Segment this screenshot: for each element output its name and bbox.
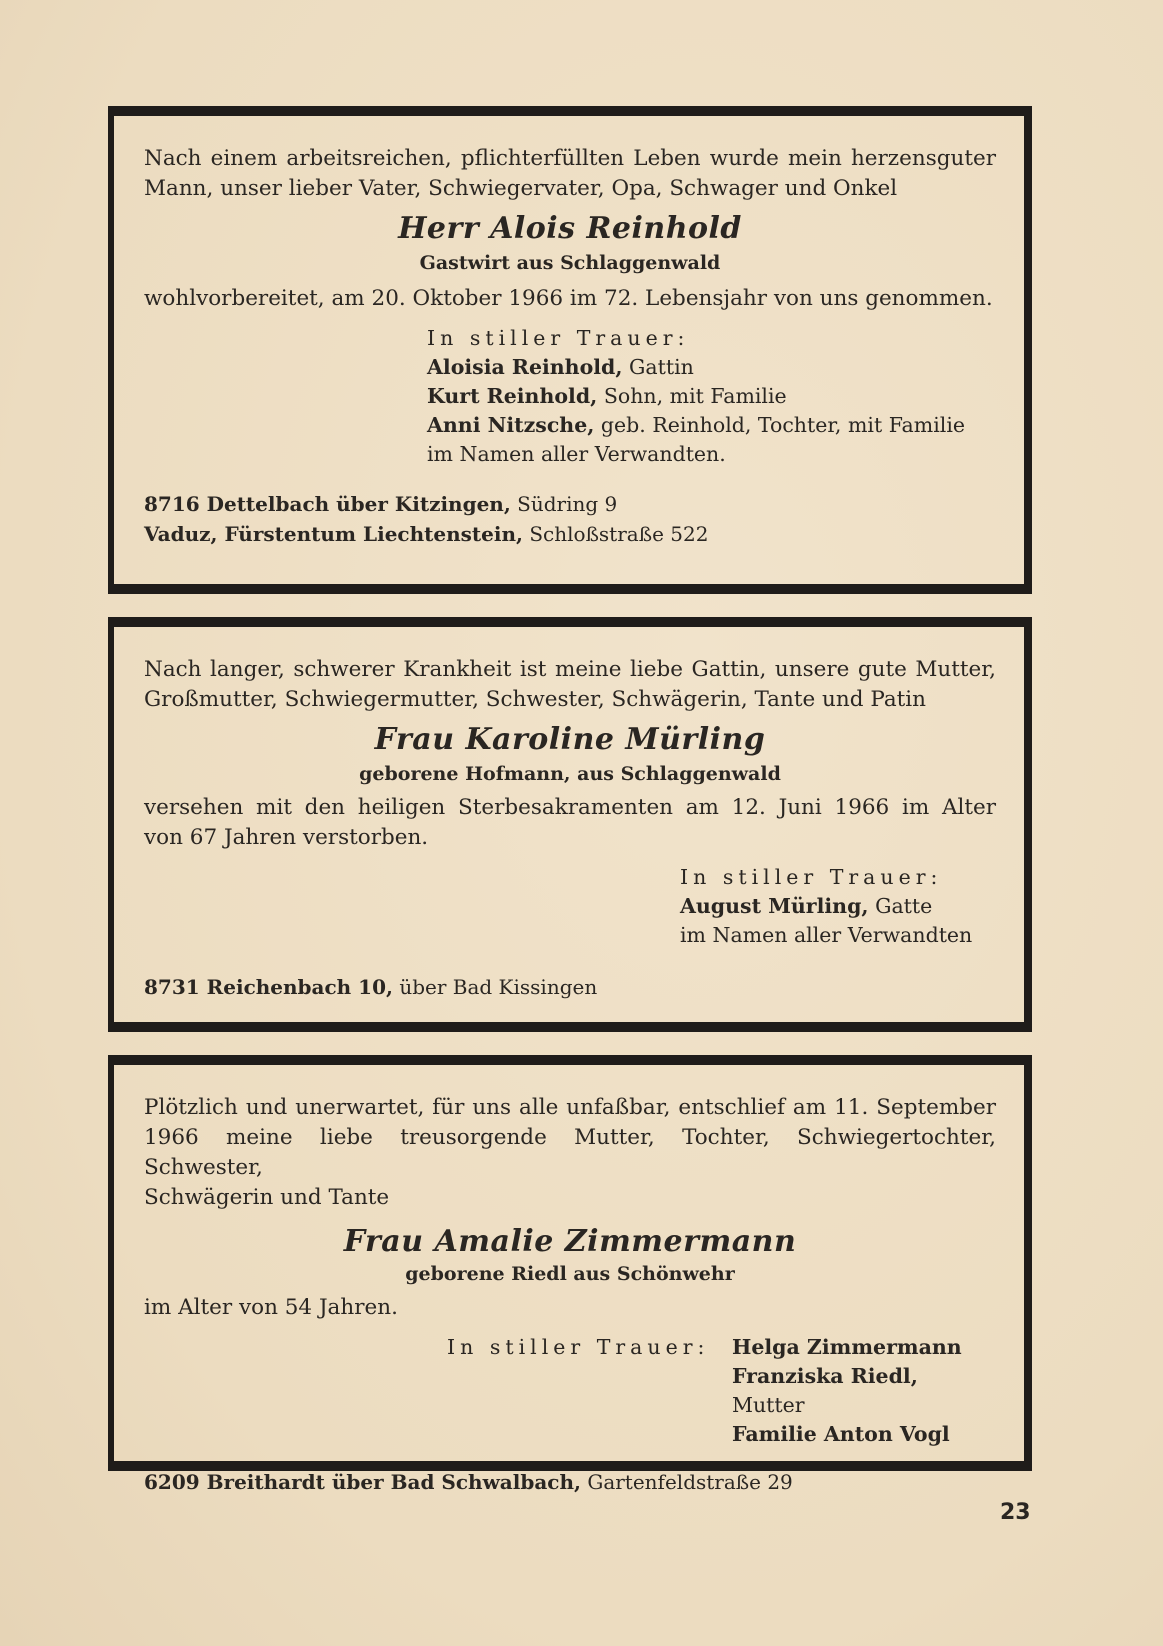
mourner-line: im Namen aller Verwandten.	[427, 442, 726, 466]
deceased-name: Frau Karoline Mürling	[374, 722, 766, 757]
death-notice-muerling	[108, 617, 1032, 1032]
deceased-subtitle: Gastwirt aus Schlaggenwald	[419, 252, 721, 274]
mourners-block	[427, 324, 996, 469]
intro-line: 1966 meine liebe treusorgende Mutter, Tochter, Schwiegertochter, Schwester,	[144, 1125, 996, 1180]
mourner-list	[732, 1333, 996, 1449]
death-notice-reinhold	[108, 106, 1032, 594]
address-line: Vaduz, Fürstentum Liechtenstein, Schloßstraße 522	[144, 522, 709, 546]
address-line: 8731 Reichenbach 10, über Bad Kissingen	[144, 975, 598, 999]
intro-line: Schwägerin und Tante	[144, 1185, 390, 1210]
trauer-heading: In stiller Trauer:	[680, 865, 943, 889]
mourners-block	[680, 863, 996, 950]
address-block	[144, 489, 996, 549]
address-line: 8716 Dettelbach über Kitzingen, Südring 9	[144, 492, 618, 516]
intro-line: Nach einem arbeitsreichen, pflichterfüllten Leben wurde mein herzensguter	[144, 146, 996, 171]
deceased-subtitle: geborene Hofmann, aus Schlaggenwald	[359, 763, 781, 785]
mourner-line: Franziska Riedl, Mutter	[731, 1364, 918, 1417]
deceased-name: Frau Amalie Zimmermann	[343, 1224, 797, 1259]
mourner-line: August Mürling, Gatte	[680, 894, 933, 918]
body-line: im Alter von 54 Jahren.	[144, 1295, 398, 1320]
address-block	[144, 1467, 996, 1497]
mourner-line: Familie Anton Vogl	[731, 1422, 950, 1446]
address-line: 6209 Breithardt über Bad Schwalbach, Gartenfeldstraße 29	[144, 1470, 793, 1494]
death-notice-zimmermann	[108, 1055, 1032, 1494]
mourners-block	[144, 1333, 996, 1449]
address-block	[144, 972, 996, 1002]
intro-line: Nach langer, schwerer Krankheit ist meine liebe Gattin, unsere gute Mutter,	[144, 657, 996, 682]
mourner-line: Anni Nitzsche, geb. Reinhold, Tochter, mit Familie	[427, 413, 966, 437]
trauer-heading: In stiller Trauer:	[427, 326, 690, 350]
body-line: von 67 Jahren verstorben.	[144, 825, 429, 850]
mourner-line: Aloisia Reinhold, Gattin	[427, 355, 694, 379]
page-number: 23	[1000, 1500, 1031, 1525]
trauer-heading: In stiller Trauer:	[447, 1335, 710, 1359]
mourner-line: Helga Zimmermann	[731, 1335, 962, 1359]
intro-line: Großmutter, Schwiegermutter, Schwester, Schwägerin, Tante und Patin	[144, 687, 927, 712]
deceased-subtitle: geborene Riedl aus Schönwehr	[405, 1263, 735, 1285]
deceased-name: Herr Alois Reinhold	[398, 211, 742, 246]
body-line: versehen mit den heiligen Sterbesakramenten am 12. Juni 1966 im Alter	[144, 795, 996, 820]
mourner-line: Kurt Reinhold, Sohn, mit Familie	[427, 384, 787, 408]
mourner-line: im Namen aller Verwandten	[680, 923, 973, 947]
intro-line: Plötzlich und unerwartet, für uns alle unfaßbar, entschlief am 11. September	[144, 1095, 996, 1120]
body-line: wohlvorbereitet, am 20. Oktober 1966 im 72. Lebensjahr von uns genommen.	[144, 286, 993, 311]
intro-line: Mann, unser lieber Vater, Schwiegervater, Opa, Schwager und Onkel	[144, 176, 898, 201]
